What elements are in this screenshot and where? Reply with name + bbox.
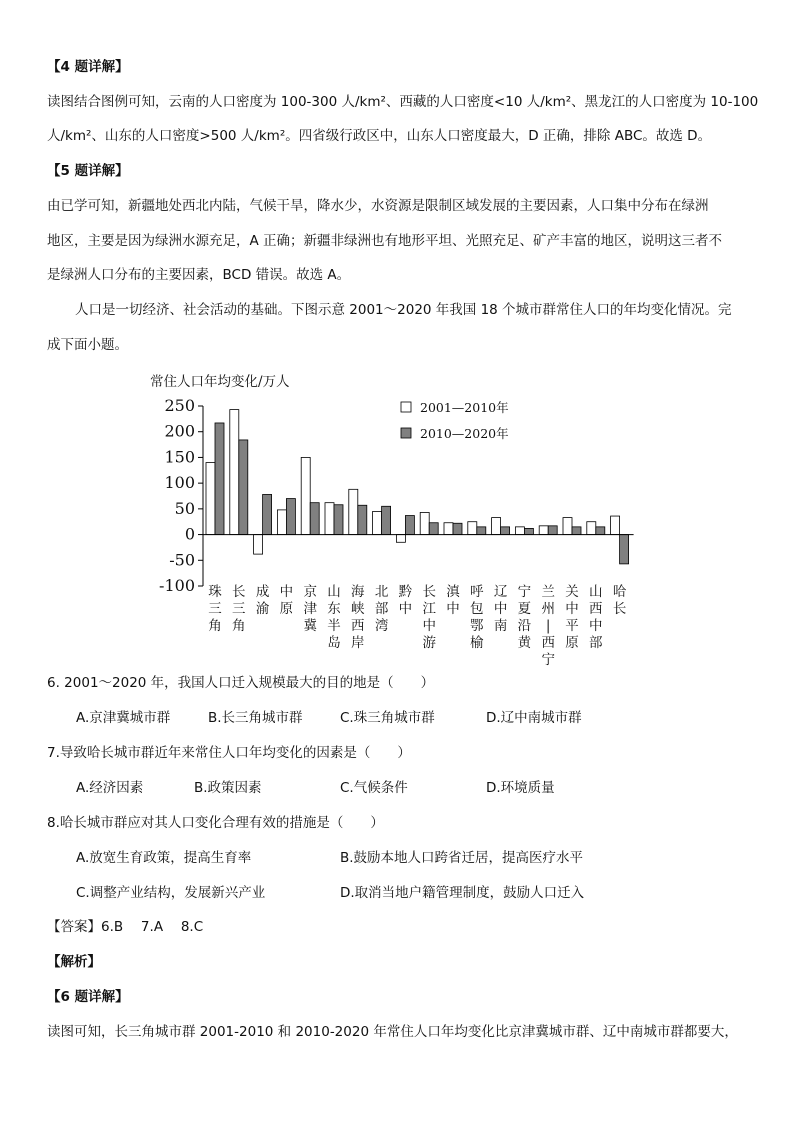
bar-2001-2010 [325,503,334,535]
y-tick-label: 50 [174,498,195,518]
intro-line-1: 人口是一切经济、社会活动的基础。下图示意 2001～2020 年我国 18 个城市群常住人口的年均变化情况。完 [75,302,732,318]
x-tick-label: 三 [232,601,246,617]
q7-option-b: B.政策因素 [194,780,262,796]
bar-2010-2020 [524,528,533,534]
question-7-stem: 7.导致哈长城市群近年来常住人口年均变化的因素是（ ） [47,745,411,761]
sec5-heading: 【5 题详解】 [47,163,129,179]
q7-option-a: A.经济因素 [76,780,144,796]
x-tick-label: 兰 [541,584,555,600]
bar-2001-2010 [444,523,453,535]
x-tick-label: 黔 [398,584,413,600]
bar-2010-2020 [429,523,438,535]
x-tick-label: 湾 [374,618,389,634]
q6-option-d: D.辽中南城市群 [486,710,582,726]
chart-legend [401,400,509,441]
x-tick-label: 中 [398,601,413,617]
x-tick-label: 中 [565,601,579,617]
bar-2001-2010 [206,463,215,535]
y-tick-label: 250 [164,396,195,415]
x-tick-label: 成 [255,584,270,600]
population-change-chart [140,370,660,670]
x-tick-label: 游 [422,635,436,651]
x-tick-label: 宁 [541,652,555,668]
x-tick-label: 三 [208,601,222,617]
x-tick-label: 南 [493,618,508,634]
question-8-stem: 8.哈长城市群应对其人口变化合理有效的措施是（ ） [47,815,384,831]
x-tick-label: 冀 [303,618,317,634]
x-tick-label: 西 [541,635,555,651]
x-tick-label: 中 [279,584,294,600]
bar-2001-2010 [254,535,263,555]
y-tick-label: -50 [169,550,195,570]
x-tick-label: 角 [208,618,222,634]
x-tick-label: 东 [327,601,341,617]
q7-option-c: C.气候条件 [340,780,408,796]
bar-2001-2010 [396,535,405,543]
x-tick-label: 海 [351,584,365,600]
bar-2001-2010 [373,511,382,534]
x-tick-label: 州 [541,601,555,617]
legend-label-2001-2010: 2001—2010年 [420,400,509,415]
sec4-line-1: 读图结合图例可知，云南的人口密度为 100-300 人/km²、西藏的人口密度<10 人/km²、黑龙江的人口密度为 10-100 [47,94,759,110]
chart-bars [203,410,634,564]
bar-2010-2020 [263,494,272,534]
x-tick-label: 峡 [351,601,365,617]
bar-2010-2020 [453,523,462,534]
y-tick-label: -100 [159,576,195,595]
x-tick-label: 长 [422,584,436,600]
x-axis-labels [208,583,627,668]
x-tick-label: 长 [612,601,627,617]
sec5-line-3: 是绿洲人口分布的主要因素，BCD 错误。故选 A。 [47,267,351,283]
legend-label-2010-2020: 2010—2020年 [420,426,509,441]
x-tick-label: 哈 [612,584,627,600]
x-tick-label: 半 [327,618,341,634]
x-tick-label: 中 [446,601,460,617]
bar-2001-2010 [230,410,239,535]
bar-2010-2020 [548,526,557,535]
x-tick-label: 津 [303,601,317,617]
x-tick-label: 包 [470,601,484,617]
bar-2001-2010 [468,522,477,535]
x-tick-label: 角 [232,618,246,634]
bar-2010-2020 [405,516,414,535]
bar-2001-2010 [539,526,548,535]
bar-2010-2020 [572,527,581,535]
x-tick-label: 西 [589,601,603,617]
x-tick-label: 中 [589,618,603,634]
bar-2001-2010 [349,489,358,534]
bar-2010-2020 [334,505,343,535]
x-tick-label: 呼 [470,584,484,600]
x-tick-label: 山 [327,584,341,600]
analysis-heading: 【解析】 [47,954,101,970]
x-tick-label: 京 [303,584,317,600]
x-tick-label: 中 [422,618,436,634]
legend-swatch-2010-2020 [401,428,411,438]
sec6-line-1: 读图可知，长三角城市群 2001-2010 和 2010-2020 年常住人口年均变化比京津冀城市群、辽中南城市群都要大， [47,1024,738,1040]
x-tick-label: 岛 [327,635,341,651]
y-tick-label: 150 [164,447,195,467]
bar-2010-2020 [382,506,391,534]
bar-2001-2010 [611,516,620,535]
bar-2001-2010 [420,512,429,534]
q7-option-d: D.环境质量 [486,780,555,796]
bar-2010-2020 [477,527,486,535]
x-tick-label: 珠 [208,584,222,600]
x-tick-label: 长 [232,584,246,600]
x-tick-label: 榆 [470,635,484,651]
x-tick-label: | [545,618,551,634]
y-axis [159,396,203,595]
x-tick-label: 西 [351,618,365,634]
sec6-heading: 【6 题详解】 [47,989,129,1005]
x-tick-label: 沿 [517,618,532,634]
x-tick-label: 黄 [517,635,532,651]
question-6-stem: 6. 2001～2020 年，我国人口迁入规模最大的目的地是（ ） [47,675,435,691]
x-tick-label: 部 [589,635,603,651]
bar-2010-2020 [620,535,629,564]
x-tick-label: 北 [374,584,389,600]
y-tick-label: 100 [164,473,195,493]
x-tick-label: 山 [589,584,603,600]
q8-option-a: A.放宽生育政策，提高生育率 [76,850,252,866]
x-tick-label: 鄂 [470,618,484,634]
x-tick-label: 夏 [517,601,532,617]
chart-ylabel: 常住人口年均变化/万人 [150,374,290,390]
q6-option-b: B.长三角城市群 [208,710,303,726]
x-tick-label: 江 [422,601,436,617]
x-tick-label: 原 [565,635,579,651]
sec5-line-1: 由已学可知，新疆地处西北内陆，气候干旱，降水少，水资源是限制区域发展的主要因素，人口集中分布在绿洲 [47,198,709,214]
q8-option-c: C.调整产业结构，发展新兴产业 [76,885,266,901]
q6-option-c: C.珠三角城市群 [340,710,435,726]
sec4-heading: 【4 题详解】 [47,59,129,75]
x-tick-label: 滇 [446,584,460,600]
sec4-line-2: 人/km²、山东的人口密度>500 人/km²。四省级行政区中，山东人口密度最大，D 正确，排除 ABC。故选 D。 [47,128,712,144]
bar-2001-2010 [587,522,596,535]
bar-2001-2010 [277,510,286,535]
x-tick-label: 宁 [517,584,532,600]
bar-2010-2020 [239,440,248,535]
bar-2001-2010 [563,518,572,535]
bar-2010-2020 [358,505,367,534]
bar-2010-2020 [215,423,224,535]
bar-2001-2010 [492,518,501,535]
bar-2001-2010 [301,457,310,534]
x-tick-label: 渝 [255,601,270,617]
q8-option-b: B.鼓励本地人口跨省迁居，提高医疗水平 [340,850,584,866]
x-tick-label: 部 [374,601,389,617]
answer-line: 【答案】6.B 7.A 8.C [47,919,204,935]
intro-line-2: 成下面小题。 [47,337,128,353]
y-tick-label: 0 [184,524,195,544]
y-tick-label: 200 [164,421,195,441]
x-tick-label: 关 [565,584,579,600]
x-tick-label: 辽 [493,584,508,600]
bar-2010-2020 [501,527,510,535]
q6-option-a: A.京津冀城市群 [76,710,171,726]
bar-2010-2020 [310,503,319,535]
x-tick-label: 中 [493,601,508,617]
bar-2001-2010 [515,527,524,535]
x-tick-label: 原 [279,601,294,617]
bar-2010-2020 [286,499,295,535]
q8-option-d: D.取消当地户籍管理制度，鼓励人口迁入 [340,885,585,901]
bar-2010-2020 [596,527,605,535]
legend-swatch-2001-2010 [401,402,411,412]
sec5-line-2: 地区，主要是因为绿洲水源充足，A 正确；新疆非绿洲也有地形平坦、光照充足、矿产丰富的地区，说明这三者不 [47,233,723,249]
x-tick-label: 岸 [351,635,365,651]
x-tick-label: 平 [565,618,579,634]
